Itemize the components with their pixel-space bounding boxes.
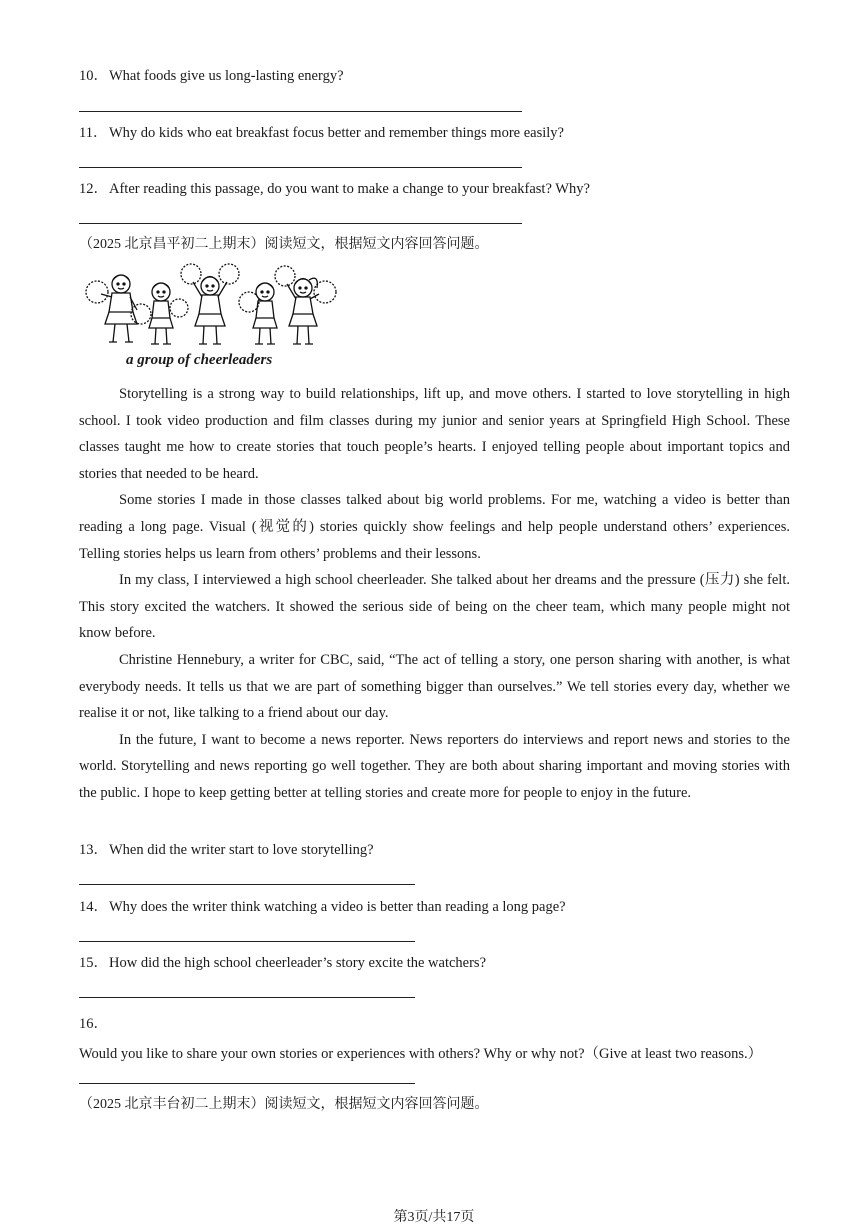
figure-caption: a group of cheerleaders [126, 352, 273, 368]
passage-paragraph: Some stories I made in those classes talked about big world problems. For me, watching a video is better than reading a long page. Visual (视觉的) stories quickly show feelings and help people understand others’ experiences. Telling stories helps us learn from others’ problems and their lessons. [79, 492, 790, 562]
question-15 [79, 953, 486, 973]
question-text: After reading this passage, do you want to make a change to your breakfast? Why? [109, 181, 590, 197]
question-14 [79, 897, 566, 917]
question-text: When did the writer start to love storytelling? [109, 842, 374, 858]
question-number: 11． [79, 125, 108, 141]
question-number: 13． [79, 842, 108, 858]
question-10 [79, 66, 344, 86]
source-note: （2025 北京丰台初二上期末）阅读短文，根据短文内容回答问题。 [79, 1097, 489, 1112]
answer-line [79, 111, 522, 112]
question-number: 10． [79, 68, 108, 84]
question-number: 15． [79, 955, 108, 971]
question-number: 14． [79, 899, 108, 915]
question-12 [79, 179, 590, 199]
question-text: What foods give us long-lasting energy? [109, 68, 344, 84]
answer-line [79, 884, 415, 885]
question-number: 12． [79, 181, 108, 197]
passage-paragraph: Christine Hennebury, a writer for CBC, said, “The act of telling a story, one person sharing with another, is what everybody needs. It tells us that we are part of something bigger than ourselves.” We tell stories every day, whether we realise it or not, like talking to a friend about our day. [79, 651, 790, 722]
passage-paragraph: In my class, I interviewed a high school cheerleader. She talked about her dreams and the pressure (压力) she felt. This story excited the watchers. It showed the serious side of being on the cheer team, which many people might not know before. [79, 572, 790, 642]
passage-paragraph: In the future, I want to become a news reporter. News reporters do interviews and report news and stories to the world. Storytelling and news reporting go well together. They are both about sharing important and moving stories with the public. I hope to keep getting better at telling stories and create more for people to enjoy in the future. [79, 731, 790, 801]
question-number: 16． [79, 1016, 108, 1032]
question-text: Why does the writer think watching a video is better than reading a long page? [109, 899, 566, 915]
passage-paragraph: Storytelling is a strong way to build relationships, lift up, and move others. I started to love storytelling in high school. I took video production and film classes during my junior and senior years at Springfield High School. These classes taught me how to create stories that touch people’s hearts. I enjoyed telling people about important topics and stories that needed to be heard. [79, 386, 790, 482]
question-text: Why do kids who eat breakfast focus better and remember things more easily? [109, 125, 564, 141]
answer-line [79, 941, 415, 942]
answer-line [79, 223, 522, 224]
reading-passage [79, 381, 790, 807]
answer-line [79, 1083, 415, 1084]
question-text: Would you like to share your own stories or experiences with others? Why or why not?（Give at least two reasons.） [79, 1046, 763, 1062]
answer-line [79, 167, 522, 168]
question-16 [79, 1009, 790, 1069]
question-text: How did the high school cheerleader’s story excite the watchers? [109, 955, 486, 971]
page-footer: 第3页/共17页 [393, 1210, 475, 1225]
question-11 [79, 123, 564, 143]
question-13 [79, 840, 374, 860]
answer-line [79, 997, 415, 998]
source-note: （2025 北京昌平初二上期末）阅读短文，根据短文内容回答问题。 [79, 237, 489, 252]
